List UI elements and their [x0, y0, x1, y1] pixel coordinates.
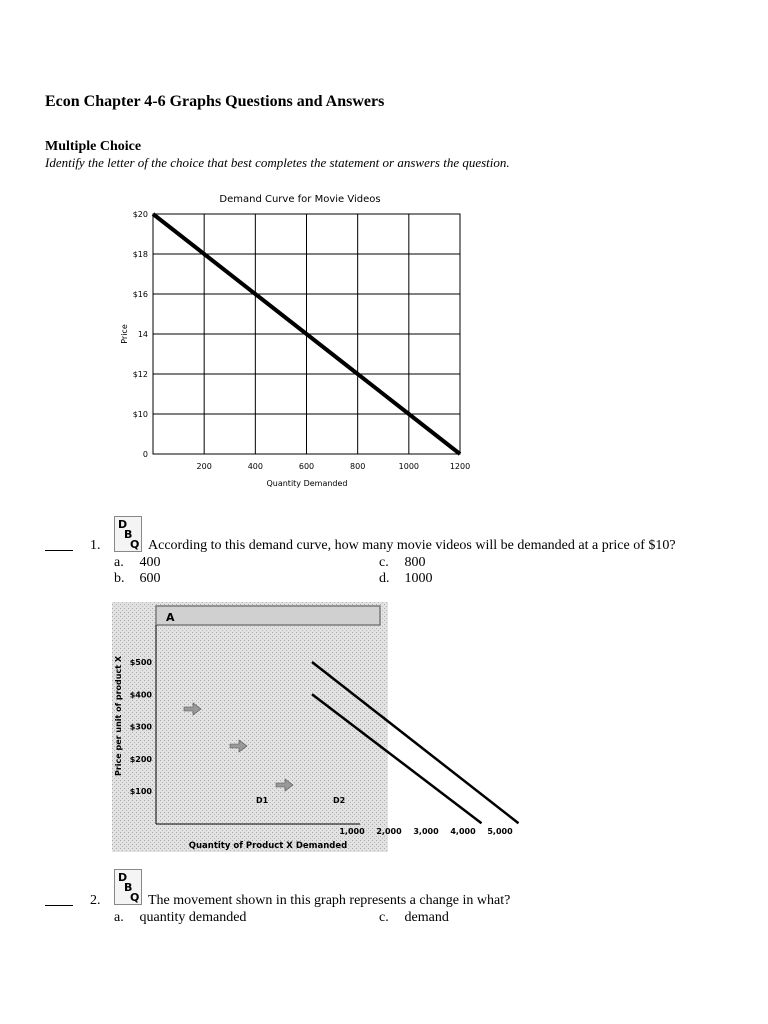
choice-letter: c. [379, 910, 389, 925]
chart1-y-tick-label: $16 [132, 290, 148, 299]
choice-text: 1000 [404, 571, 433, 586]
chart1-title: Demand Curve for Movie Videos [219, 194, 381, 205]
chart1-x-tick-label: 1000 [398, 462, 420, 471]
panel-label: A [166, 611, 175, 624]
choice-text: quantity demanded [139, 910, 247, 925]
chart2-background [112, 602, 388, 852]
section-instructions: Identify the letter of the choice that best completes the statement or answers the question. [45, 155, 510, 170]
dbq-letter-b: B [124, 528, 133, 541]
chart1-y-tick-label: $20 [132, 210, 148, 219]
chart1-x-tick-label: 1200 [449, 462, 471, 471]
answer-blank-2[interactable] [45, 893, 73, 911]
dbq-icon [114, 869, 142, 905]
question-2-text: The movement shown in this graph represents a change in what? [148, 893, 511, 908]
dbq-letter-q: Q [130, 891, 140, 904]
choice-1b[interactable] [114, 571, 161, 587]
chart1-ylabel: Price [120, 324, 129, 344]
chart2-x-tick-label: 2,000 [376, 827, 402, 836]
question-2-number: 2. [90, 893, 101, 908]
dbq-icon [114, 516, 142, 552]
chart1-x-tick-label: 800 [350, 462, 366, 471]
chart2-x-tick-label: 3,000 [413, 827, 439, 836]
chart1-xlabel: Quantity Demanded [266, 479, 348, 488]
chart2-xlabel: Quantity of Product X Demanded [188, 841, 348, 851]
choice-text: 600 [139, 571, 161, 586]
question-1-text: According to this demand curve, how many movie videos will be demanded at a price of $10? [148, 538, 676, 553]
chart1-x-tick-label: 400 [247, 462, 263, 471]
chart2-y-tick-label: $300 [129, 722, 152, 732]
choice-letter: d. [379, 571, 390, 586]
choice-text: 400 [139, 555, 161, 570]
chart1-y-tick-label: 14 [137, 330, 148, 339]
chart2-y-tick-label: $500 [129, 658, 152, 667]
chart2-y-tick-label: $200 [129, 754, 152, 764]
choice-2a[interactable] [114, 910, 246, 926]
choice-letter: a. [114, 910, 124, 925]
dbq-letter-d: D [118, 871, 128, 884]
chart1-x-tick-label: 200 [196, 462, 212, 471]
section-title: Multiple Choice [45, 139, 142, 154]
chart1-y-tick-label: 0 [142, 450, 148, 459]
choice-1d[interactable] [379, 571, 433, 587]
d1-label: D1 [256, 796, 269, 805]
dbq-letter-d: D [118, 518, 128, 531]
page-title: Econ Chapter 4-6 Graphs Questions and Answers [45, 93, 385, 110]
choice-letter: b. [114, 571, 125, 586]
choice-text: demand [404, 910, 449, 925]
chart2-y-tick-label: $400 [129, 690, 152, 700]
dbq-letter-q: Q [130, 538, 140, 551]
chart1-y-tick-label: $18 [132, 250, 148, 259]
chart2-x-tick-label: 1,000 [339, 827, 365, 836]
chart2-x-tick-label: 5,000 [487, 827, 513, 836]
chart2-x-tick-label: 4,000 [450, 827, 476, 836]
demand-shift-chart [112, 602, 513, 854]
chart1-y-tick-label: $12 [132, 370, 148, 379]
choice-text: 800 [404, 555, 426, 570]
chart1-y-tick-label: $10 [132, 410, 148, 419]
question-1-number: 1. [90, 538, 101, 553]
choice-letter: c. [379, 555, 389, 570]
answer-blank-1[interactable] [45, 538, 73, 556]
demand-curve-chart [110, 188, 480, 493]
chart2-ylabel: Price per unit of product X [114, 656, 123, 776]
choice-2c[interactable] [379, 910, 449, 926]
choice-letter: a. [114, 555, 124, 570]
chart2-y-tick-label: $100 [129, 787, 152, 796]
d2-label: D2 [333, 796, 346, 805]
choice-1c[interactable] [379, 555, 426, 571]
choice-1a[interactable] [114, 555, 161, 571]
dbq-letter-b: B [124, 881, 133, 894]
panel-label-bar [156, 606, 380, 625]
chart1-x-tick-label: 600 [298, 462, 315, 471]
